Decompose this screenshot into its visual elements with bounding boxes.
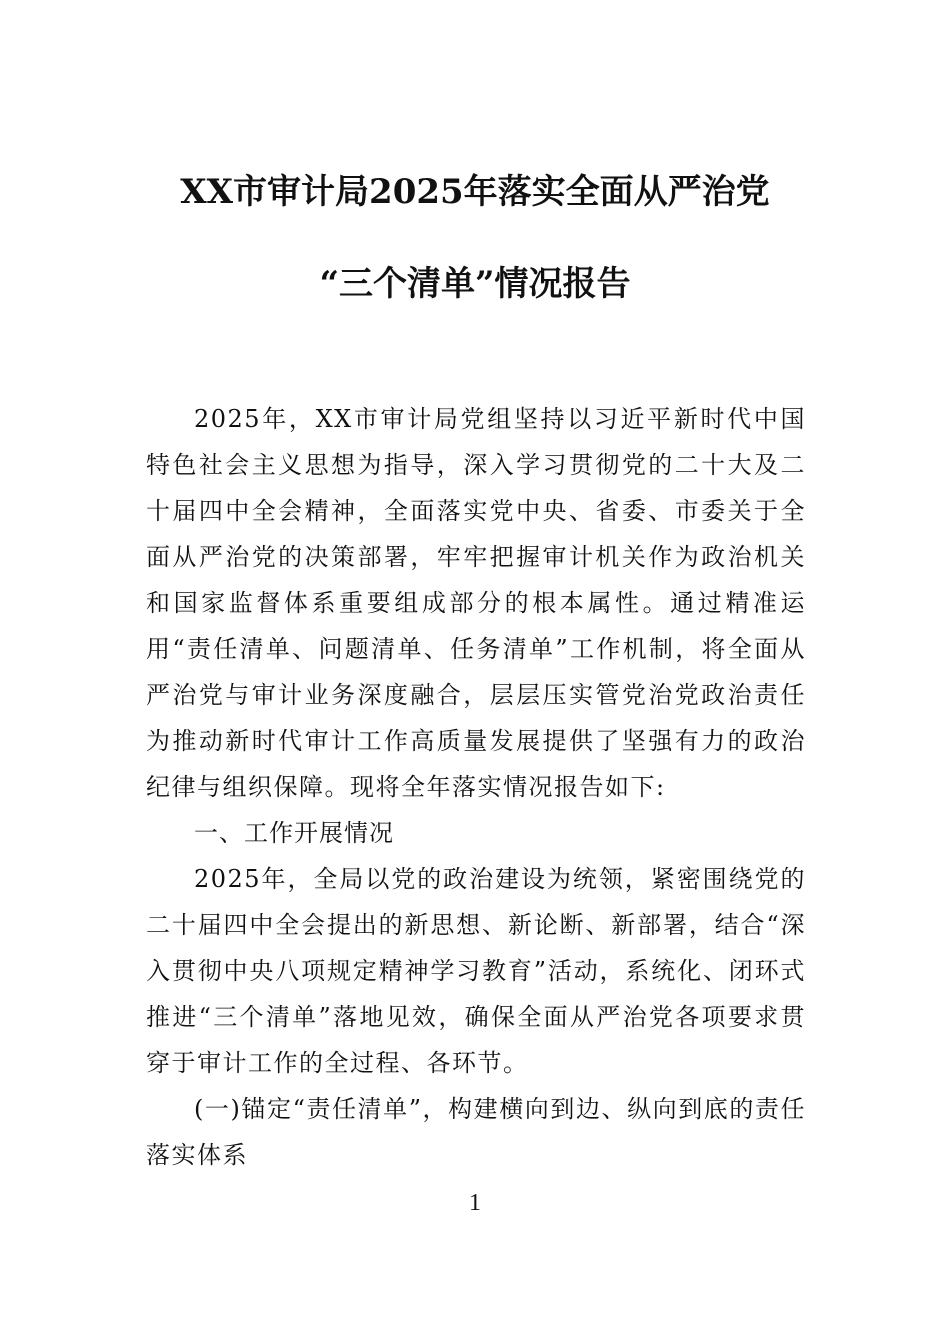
intro-paragraph: 2025年，XX市审计局党组坚持以习近平新时代中国特色社会主义思想为指导，深入学习贯彻党的二十大及二十届四中全会精神，全面落实党中央、省委、市委关于全面从严治党的决策部署，牢牢把握审计机关作为政治机关和国家监督体系重要组成部分的根本属性。通过精准运用“责任清单、问题清单、任务清单”工作机制，将全面从严治党与审计业务深度融合，层层压实管党治党政治责任为推动新时代审计工作高质量发展提供了坚强有力的政治纪律与组织保障。现将全年落实情况报告如下: [146,405,806,801]
section-paragraph: 2025年，全局以党的政治建设为统领，紧密围绕党的二十届四中全会提出的新思想、新论断、新部署，结合“深入贯彻中央八项规定精神学习教育”活动，系统化、闭环式推进“三个清单”落地见效，确保全面从严治党各项要求贯穿于审计工作的全过程、各环节。 [146,865,806,1077]
document-title-line-2: “三个清单”情况报告 [319,264,631,304]
subsection-heading-responsibility-list: (一)锚定“责任清单”，构建横向到边、纵向到底的责任落实体系 [146,1095,806,1169]
document-title-line-1: XX市审计局2025年落实全面从严治党 [180,172,770,212]
section-heading-work-progress: 一、工作开展情况 [194,819,394,847]
document-body [146,396,806,1178]
page-number: 1 [469,1190,481,1216]
